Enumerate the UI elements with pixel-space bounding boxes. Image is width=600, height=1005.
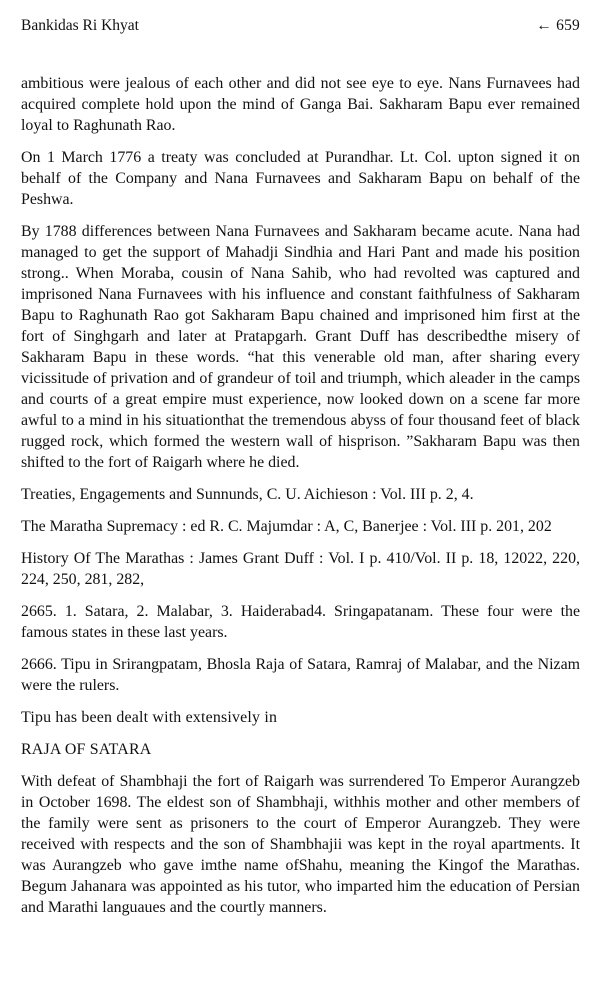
reference-aichieson: Treaties, Engagements and Sunnunds, C. U. Aichieson : Vol. III p. 2, 4. (21, 486, 474, 503)
paragraph-sakharam-imprisonment: By 1788 differences between Nana Furnavees and Sakharam became acute. Nana had managed to get the support of Mahadji Sindhia and Hari Pant and made his position strong.. When Moraba, cousin of Nana Sahib, who had revolted was captured and imprisoned Nana Furnavees with his influence and constant faithfulness of Sakharam Bapu to Raghunath Rao got Sakharam Bapu chained and imprisoned him first at the fort of Singhgarh and later at Pratapgarh. Grant Duff has describedthe misery of Sakharam Bapu in these words. “hat this venerable old man, after sharing every vicissitude of privation and of grandeur of toil and triumph, which aleader in the camps and courts of a great empire must experience, now looked down on a scene far more awful to a mind in his situationthat the tremendous abyss of four thousand feet of black rugged rock, which formed the western wall of hisprison. ”Sakharam Bapu was then shifted to the fort of Raigarh where he died. (21, 223, 580, 471)
running-header (21, 16, 580, 36)
paragraph-shambhaji-defeat: With defeat of Shambhaji the fort of Raigarh was surrendered To Emperor Aurangzeb in October 1698. The eldest son of Shambhaji, withhis mother and other members of the family were sent as prisoners to the court of Emperor Aurangzeb. They were received with respects and the son of Shambhajii was kept in the royal apartments. It was Aurangzeb who gave imthe name ofShahu, meaning the Kingof the Marathas. Begum Jahanara was appointed as his tutor, who imparted him the education of Persian and Marathi languaues and the courtly manners. (21, 773, 580, 916)
note-2666: 2666. Tipu in Srirangpatam, Bhosla Raja of Satara, Ramraj of Malabar, and the Nizam were the rulers. (21, 656, 580, 694)
paragraph-tipu: Tipu has been dealt with extensively in (21, 709, 278, 726)
section-heading-raja-of-satara: RAJA OF SATARA (21, 741, 152, 758)
page-number: ← 659 (536, 17, 580, 34)
page-body (21, 73, 580, 918)
note-2665: 2665. 1. Satara, 2. Malabar, 3. Haiderabad4. Sringapatanam. These four were the famous states in these last years. (21, 603, 580, 641)
paragraph-treaty-purandhar: On 1 March 1776 a treaty was concluded at Purandhar. Lt. Col. upton signed it on behalf of the Company and Nana Furnavees and Sakharam Bapu on behalf of the Peshwa. (21, 149, 580, 208)
running-title: Bankidas Ri Khyat (21, 17, 139, 34)
paragraph-continued: ambitious were jealous of each other and did not see eye to eye. Nans Furnavees had acquired complete hold upon the mind of Ganga Bai. Sakharam Bapu ever remained loyal to Raghunath Rao. (21, 75, 580, 134)
reference-grant-duff: History Of The Marathas : James Grant Duff : Vol. I p. 410/Vol. II p. 18, 12022, 220, 224, 250, 281, 282, (21, 550, 580, 588)
reference-majumdar: The Maratha Supremacy : ed R. C. Majumdar : A, C, Banerjee : Vol. III p. 201, 202 (21, 518, 552, 535)
